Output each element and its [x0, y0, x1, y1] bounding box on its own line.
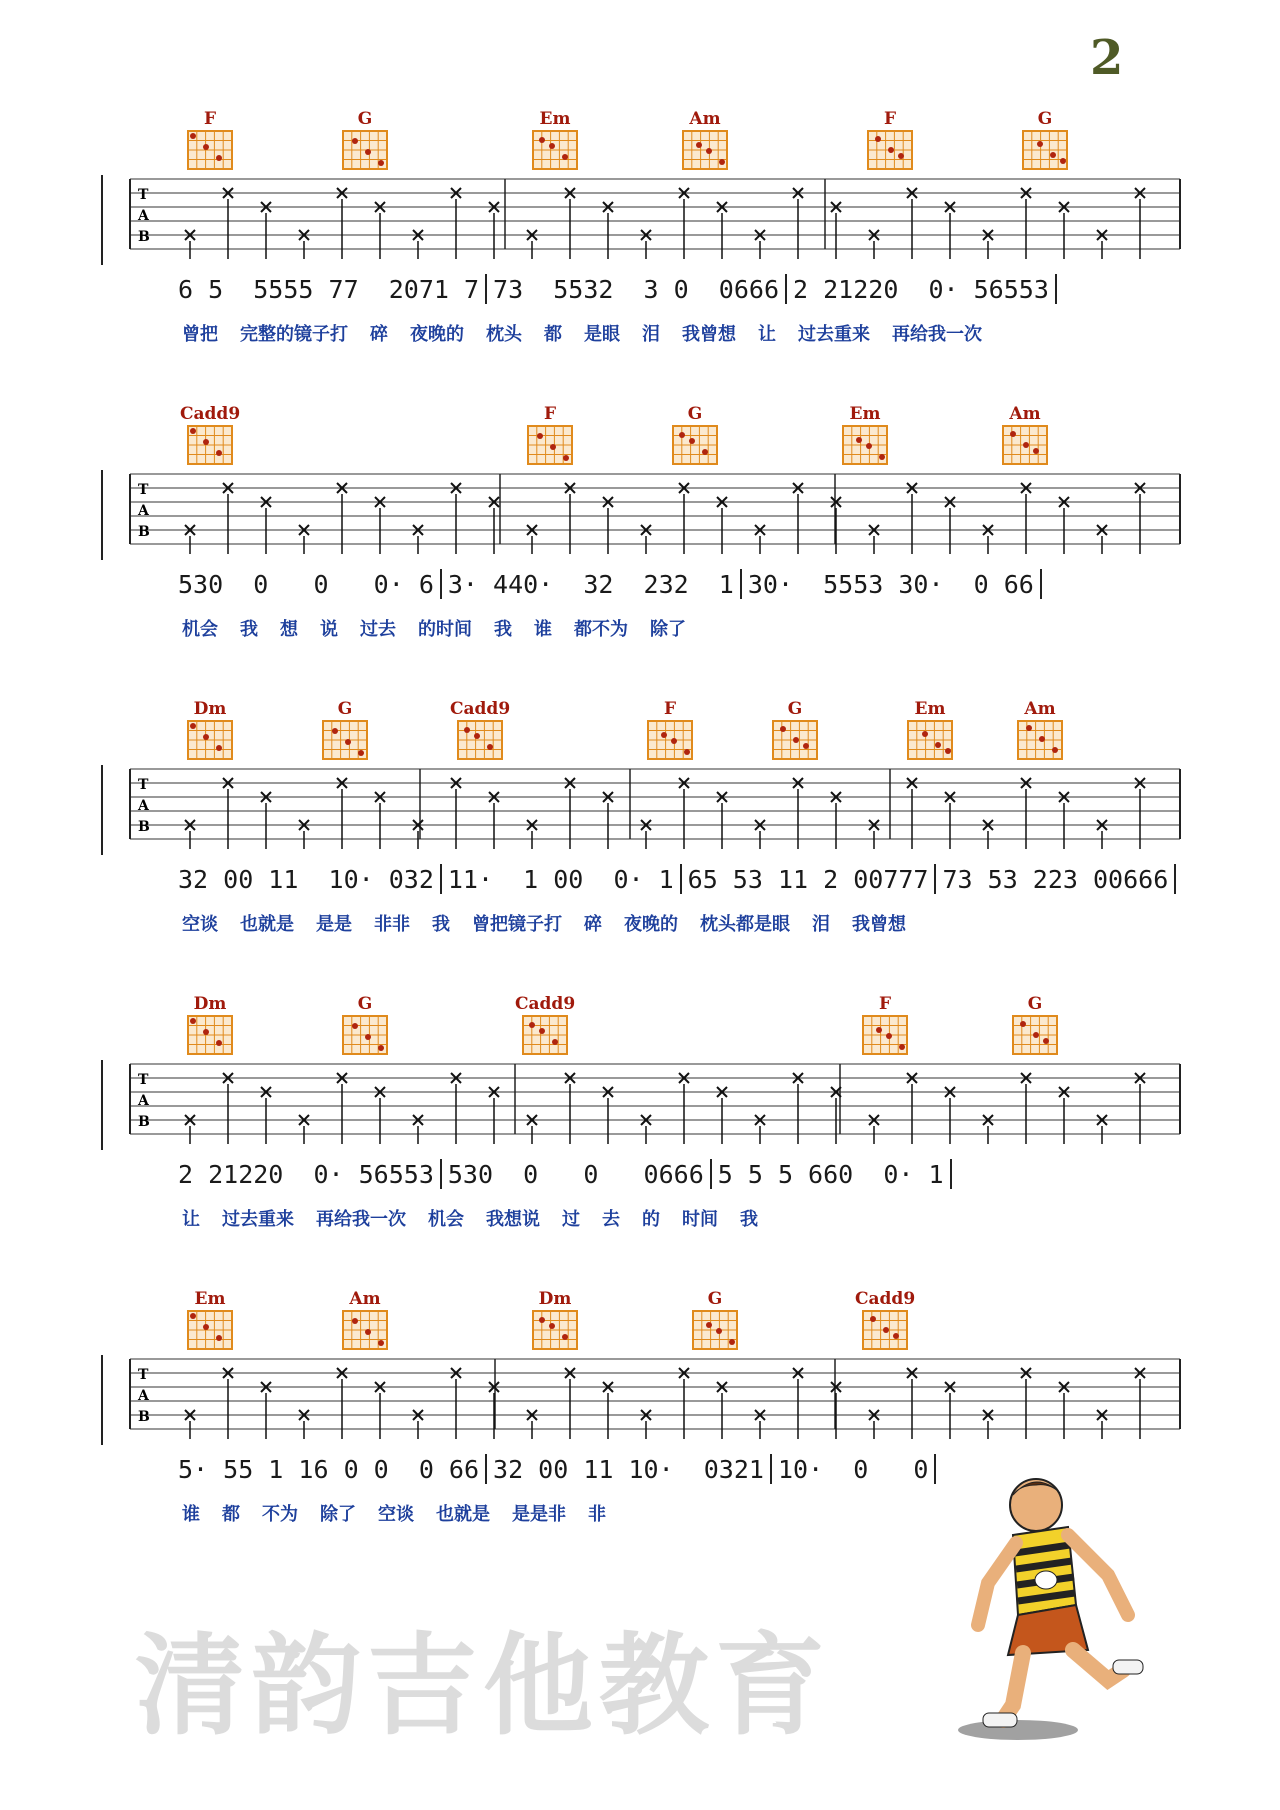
chord-grid-icon: [1002, 425, 1048, 465]
chord-grid-icon: [867, 130, 913, 170]
lyric-word: 枕头: [486, 324, 522, 345]
lyric-word: 是是: [316, 914, 352, 935]
svg-text:B: B: [138, 819, 150, 835]
lyric-word: 说: [320, 619, 338, 640]
chord-name: G: [357, 994, 373, 1014]
chord-name: Dm: [193, 994, 227, 1014]
chord-name: G: [707, 1289, 723, 1309]
lyric-word: 谁: [182, 1504, 200, 1525]
chord-grid-icon: [187, 1015, 233, 1055]
lyric-word: 我想说: [486, 1209, 540, 1230]
jianpu-measure: 530 0 0 0· 6: [178, 570, 434, 599]
chord-diagram: [335, 110, 395, 174]
tab-staff: [100, 175, 1190, 265]
chord-diagram: [180, 995, 240, 1059]
chord-name: Em: [539, 109, 571, 129]
chord-name: G: [337, 699, 353, 719]
chord-name: Em: [849, 404, 881, 424]
chord-name: G: [357, 109, 373, 129]
chord-grid-icon: [187, 1310, 233, 1350]
chord-name: Am: [1009, 404, 1041, 424]
chord-grid-icon: [457, 720, 503, 760]
lyric-word: 枕头都是眼: [700, 914, 790, 935]
chord-grid-icon: [682, 130, 728, 170]
chord-name: Cadd9: [180, 404, 241, 424]
chord-diagram: [520, 405, 580, 469]
chord-name: F: [663, 699, 677, 719]
chord-diagram: [180, 700, 240, 764]
chord-grid-icon: [187, 130, 233, 170]
watermark-text: 清韵吉他教育: [135, 1622, 831, 1750]
chord-name: F: [883, 109, 897, 129]
bar-line: [770, 1454, 772, 1484]
chord-name: Cadd9: [515, 994, 576, 1014]
chord-grid-icon: [532, 130, 578, 170]
chord-name: F: [203, 109, 217, 129]
chord-name: Em: [194, 1289, 226, 1309]
lyric-word: 非非: [374, 914, 410, 935]
jianpu-measure: 32 00 11 10· 032: [178, 865, 434, 894]
lyric-word: 空谈: [182, 914, 218, 935]
bar-line: [440, 569, 442, 599]
runner-illustration: [958, 1465, 1158, 1745]
svg-text:T: T: [138, 187, 149, 203]
jianpu-measure: 2 21220 0· 56553: [793, 275, 1049, 304]
lyric-word: 都不为: [574, 619, 628, 640]
svg-text:B: B: [138, 229, 150, 245]
chord-grid-icon: [842, 425, 888, 465]
lyrics-line: [182, 1205, 780, 1231]
tab-staff: [100, 765, 1190, 855]
lyric-word: 碎: [584, 914, 602, 935]
chord-diagram: [450, 700, 510, 764]
lyric-word: 非: [588, 1504, 606, 1525]
chord-diagram: [855, 1290, 915, 1354]
jianpu-line: [178, 565, 1048, 599]
tab-staff: [100, 1060, 1190, 1150]
lyric-word: 我: [240, 619, 258, 640]
jianpu-measure: 30· 5553 30· 0 66: [747, 570, 1034, 599]
chord-name: Am: [1024, 699, 1056, 719]
chord-grid-icon: [672, 425, 718, 465]
notation-system: [100, 995, 1190, 1285]
lyric-word: 我: [494, 619, 512, 640]
lyric-word: 机会: [182, 619, 218, 640]
lyric-word: 完整的镜子打: [240, 324, 348, 345]
chord-name: G: [687, 404, 703, 424]
lyrics-line: [182, 910, 928, 936]
chord-diagram: [995, 405, 1055, 469]
lyric-word: 过: [562, 1209, 580, 1230]
chord-diagram: [525, 110, 585, 174]
lyric-word: 时间: [682, 1209, 718, 1230]
chord-grid-icon: [1012, 1015, 1058, 1055]
lyrics-line: [182, 615, 708, 641]
chord-name: Am: [349, 1289, 381, 1309]
svg-text:T: T: [138, 777, 149, 793]
lyric-word: 去: [602, 1209, 620, 1230]
lyric-word: 我: [740, 1209, 758, 1230]
lyric-word: 过去重来: [222, 1209, 294, 1230]
notation-system: [100, 405, 1190, 695]
bar-line: [934, 864, 936, 894]
lyric-word: 曾把: [182, 324, 218, 345]
lyric-word: 过去: [360, 619, 396, 640]
chord-grid-icon: [342, 1310, 388, 1350]
chord-diagram: [685, 1290, 745, 1354]
chord-grid-icon: [527, 425, 573, 465]
page-number: 2: [1090, 30, 1124, 86]
lyric-word: 不为: [262, 1504, 298, 1525]
lyrics-line: [182, 320, 1004, 346]
lyric-word: 曾把镜子打: [472, 914, 562, 935]
bar-line: [710, 1159, 712, 1189]
chord-grid-icon: [322, 720, 368, 760]
bar-line: [1174, 864, 1176, 894]
bar-line: [950, 1159, 952, 1189]
chord-diagram: [180, 110, 240, 174]
bar-line: [485, 1454, 487, 1484]
svg-text:A: A: [138, 798, 149, 814]
chord-name: G: [787, 699, 803, 719]
jianpu-measure: 5· 55 1 16 0 0 0 66: [178, 1455, 480, 1484]
lyrics-line: [182, 1500, 628, 1526]
bar-line: [440, 1159, 442, 1189]
lyric-word: 再给我一次: [316, 1209, 406, 1230]
chord-diagram: [675, 110, 735, 174]
chord-diagram: [525, 1290, 585, 1354]
svg-text:B: B: [138, 1409, 150, 1425]
lyric-word: 除了: [650, 619, 686, 640]
chord-diagram: [835, 405, 895, 469]
jianpu-measure: 2 21220 0· 56553: [178, 1160, 434, 1189]
lyric-word: 机会: [428, 1209, 464, 1230]
lyric-word: 的时间: [418, 619, 472, 640]
lyric-word: 碎: [370, 324, 388, 345]
chord-diagram: [900, 700, 960, 764]
svg-text:T: T: [138, 1367, 149, 1383]
bar-line: [785, 274, 787, 304]
chord-name: F: [878, 994, 892, 1014]
chord-diagram: [860, 110, 920, 174]
chord-grid-icon: [862, 1015, 908, 1055]
chord-grid-icon: [532, 1310, 578, 1350]
chord-grid-icon: [187, 425, 233, 465]
bar-line: [740, 569, 742, 599]
chord-name: Dm: [193, 699, 227, 719]
lyric-word: 是是非: [512, 1504, 566, 1525]
lyric-word: 让: [758, 324, 776, 345]
lyric-word: 都: [222, 1504, 240, 1525]
jianpu-measure: 65 53 11 2 00777: [687, 865, 929, 894]
svg-text:B: B: [138, 524, 150, 540]
svg-text:A: A: [138, 503, 149, 519]
svg-text:A: A: [138, 208, 149, 224]
bar-line: [934, 1454, 936, 1484]
chord-grid-icon: [342, 130, 388, 170]
lyric-word: 也就是: [436, 1504, 490, 1525]
chord-grid-icon: [187, 720, 233, 760]
lyric-word: 再给我一次: [892, 324, 982, 345]
lyric-word: 的: [642, 1209, 660, 1230]
bar-line: [1055, 274, 1057, 304]
jianpu-measure: 3· 440· 32 232 1: [447, 570, 734, 599]
jianpu-line: [178, 860, 1182, 894]
lyric-word: 我曾想: [682, 324, 736, 345]
chord-name: Am: [689, 109, 721, 129]
chord-diagram: [335, 995, 395, 1059]
chord-grid-icon: [647, 720, 693, 760]
tab-staff: [100, 470, 1190, 560]
chord-diagram: [640, 700, 700, 764]
chord-grid-icon: [772, 720, 818, 760]
chord-name: Dm: [538, 1289, 572, 1309]
lyric-word: 谁: [534, 619, 552, 640]
chord-diagram: [180, 405, 240, 469]
chord-diagram: [335, 1290, 395, 1354]
lyric-word: 我曾想: [852, 914, 906, 935]
lyric-word: 泪: [642, 324, 660, 345]
chord-name: Cadd9: [450, 699, 511, 719]
chord-grid-icon: [692, 1310, 738, 1350]
chord-name: F: [543, 404, 557, 424]
jianpu-measure: 32 00 11 10· 0321: [493, 1455, 764, 1484]
lyric-word: 是眼: [584, 324, 620, 345]
chord-diagram: [855, 995, 915, 1059]
jianpu-measure: 5 5 5 660 0· 1: [717, 1160, 944, 1189]
chord-grid-icon: [342, 1015, 388, 1055]
lyric-word: 让: [182, 1209, 200, 1230]
jianpu-line: [178, 270, 1063, 304]
chord-grid-icon: [862, 1310, 908, 1350]
jianpu-measure: 10· 0 0: [777, 1455, 929, 1484]
notation-system: [100, 700, 1190, 990]
jianpu-measure: 6 5 5555 77 2071 7: [178, 275, 480, 304]
lyric-word: 夜晚的: [410, 324, 464, 345]
jianpu-line: [178, 1155, 958, 1189]
bar-line: [1040, 569, 1042, 599]
jianpu-line: [178, 1450, 942, 1484]
chord-diagram: [665, 405, 725, 469]
jianpu-measure: 530 0 0 0666: [447, 1160, 704, 1189]
svg-text:T: T: [138, 482, 149, 498]
jianpu-measure: 11· 1 00 0· 1: [447, 865, 674, 894]
lyric-word: 除了: [320, 1504, 356, 1525]
chord-grid-icon: [1017, 720, 1063, 760]
svg-text:A: A: [138, 1388, 149, 1404]
jianpu-measure: 73 5532 3 0 0666: [493, 275, 780, 304]
chord-grid-icon: [907, 720, 953, 760]
bar-line: [440, 864, 442, 894]
lyric-word: 空谈: [378, 1504, 414, 1525]
chord-name: Cadd9: [855, 1289, 916, 1309]
lyric-word: 也就是: [240, 914, 294, 935]
jianpu-measure: 73 53 223 00666: [942, 865, 1169, 894]
chord-diagram: [1005, 995, 1065, 1059]
chord-diagram: [765, 700, 825, 764]
chord-diagram: [1015, 110, 1075, 174]
chord-grid-icon: [1022, 130, 1068, 170]
lyric-word: 都: [544, 324, 562, 345]
lyric-word: 夜晚的: [624, 914, 678, 935]
chord-grid-icon: [522, 1015, 568, 1055]
lyric-word: 泪: [812, 914, 830, 935]
chord-diagram: [180, 1290, 240, 1354]
svg-text:T: T: [138, 1072, 149, 1088]
lyric-word: 想: [280, 619, 298, 640]
notation-system: [100, 110, 1190, 400]
chord-diagram: [1010, 700, 1070, 764]
chord-diagram: [515, 995, 575, 1059]
tab-staff: [100, 1355, 1190, 1445]
svg-text:A: A: [138, 1093, 149, 1109]
svg-text:B: B: [138, 1114, 150, 1130]
chord-name: Em: [914, 699, 946, 719]
chord-diagram: [315, 700, 375, 764]
bar-line: [485, 274, 487, 304]
chord-name: G: [1027, 994, 1043, 1014]
chord-name: G: [1037, 109, 1053, 129]
lyric-word: 过去重来: [798, 324, 870, 345]
bar-line: [680, 864, 682, 894]
lyric-word: 我: [432, 914, 450, 935]
